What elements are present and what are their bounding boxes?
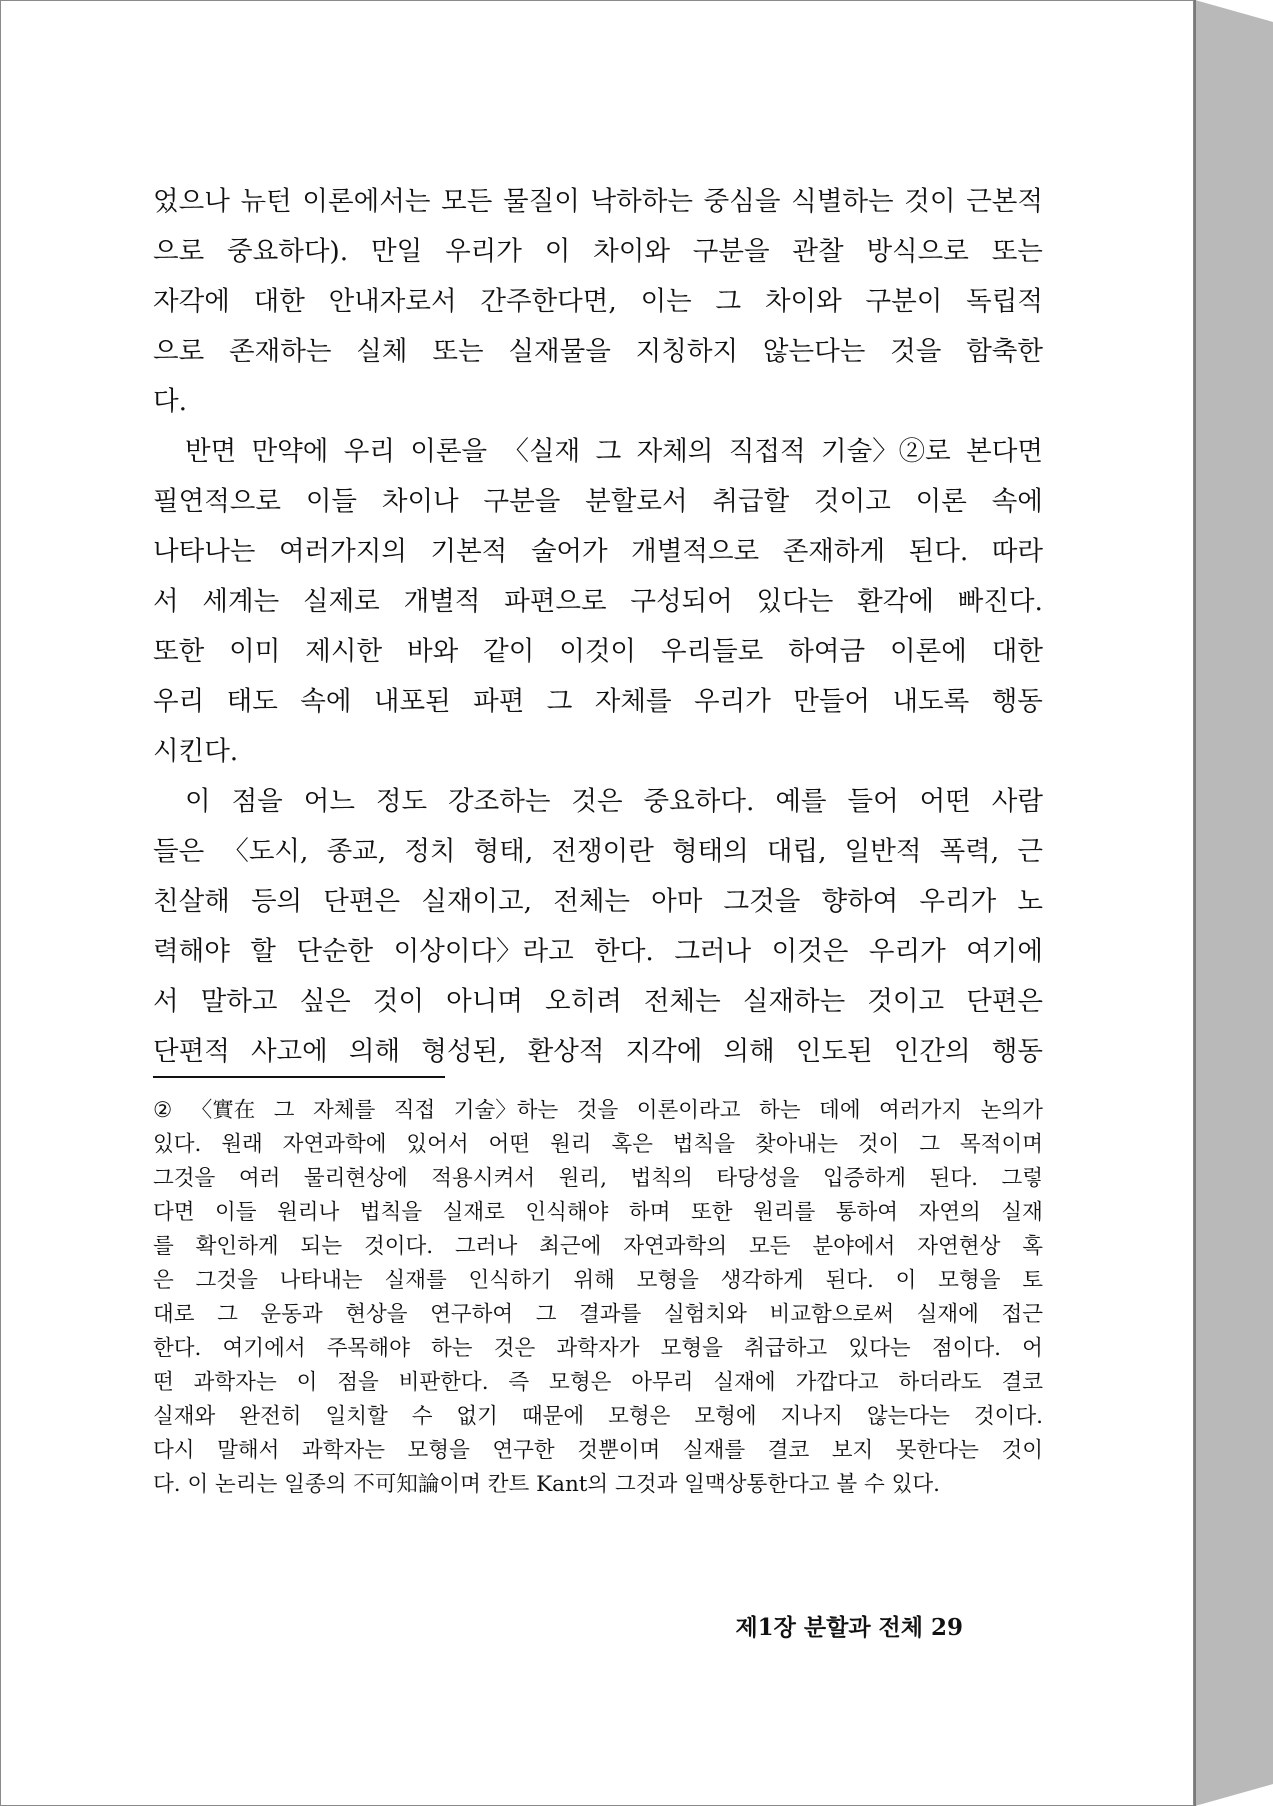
- body-line: 력해야 할 단순한 이상이다〉라고 한다. 그러나 이것은 우리가 여기에: [153, 936, 1043, 967]
- body-line: 서 세계는 실제로 개별적 파편으로 구성되어 있다는 환각에 빠진다.: [153, 586, 1043, 617]
- body-line: 으로 존재하는 실체 또는 실재물을 지칭하지 않는다는 것을 함축한: [153, 336, 1043, 367]
- body-line: 으로 중요하다). 만일 우리가 이 차이와 구분을 관찰 방식으로 또는: [153, 236, 1043, 267]
- footnote-line: 다면 이들 원리나 법칙을 실재로 인식해야 하며 또한 원리를 통하여 자연의 실재: [153, 1200, 1043, 1225]
- page-folio: 제1장 분할과 전체 29: [735, 1614, 963, 1641]
- body-line: 반면 만약에 우리 이론을 〈실재 그 자체의 직접적 기술〉②로 본다면: [185, 436, 1043, 467]
- footnote-divider: [153, 1076, 445, 1078]
- body-line: 자각에 대한 안내자로서 간주한다면, 이는 그 차이와 구분이 독립적: [153, 286, 1043, 317]
- footnote: [153, 1094, 1043, 1502]
- footnote-line: 은 그것을 나타내는 실재를 인식하기 위해 모형을 생각하게 된다. 이 모형을 토: [153, 1268, 1043, 1293]
- page-stack-edge: [1195, 0, 1273, 1806]
- footnote-line: 실재와 완전히 일치할 수 없기 때문에 모형은 모형에 지나지 않는다는 것이다.: [153, 1404, 1043, 1429]
- body-line: 단편적 사고에 의해 형성된, 환상적 지각에 의해 인도된 인간의 행동: [153, 1036, 1043, 1067]
- body-line: 었으나 뉴턴 이론에서는 모든 물질이 낙하하는 중심을 식별하는 것이 근본적: [153, 186, 1043, 217]
- body-line: 친살해 등의 단편은 실재이고, 전체는 아마 그것을 향하여 우리가 노: [153, 886, 1043, 917]
- body-line: 필연적으로 이들 차이나 구분을 분할로서 취급할 것이고 이론 속에: [153, 486, 1043, 517]
- footnote-line: ② 〈實在 그 자체를 직접 기술〉하는 것을 이론이라고 하는 데에 여러가지 논의가: [153, 1098, 1043, 1123]
- footnote-line: 다시 말해서 과학자는 모형을 연구한 것뿐이며 실재를 결코 보지 못한다는 것이: [153, 1438, 1043, 1463]
- footnote-line: 다. 이 논리는 일종의 不可知論이며 칸트 Kant의 그것과 일맥상통한다고 볼 수 있다.: [153, 1472, 940, 1497]
- footnote-line: 있다. 원래 자연과학에 있어서 어떤 원리 혹은 법칙을 찾아내는 것이 그 목적이며: [153, 1132, 1043, 1157]
- body-text: [153, 177, 1043, 1077]
- footnote-line: 대로 그 운동과 현상을 연구하여 그 결과를 실험치와 비교함으로써 실재에 접근: [153, 1302, 1043, 1327]
- footnote-line: 떤 과학자는 이 점을 비판한다. 즉 모형은 아무리 실재에 가깝다고 하더라도 결코: [153, 1370, 1043, 1395]
- body-line: 나타나는 여러가지의 기본적 술어가 개별적으로 존재하게 된다. 따라: [153, 536, 1043, 567]
- body-line: 다.: [153, 386, 188, 417]
- footnote-line: 를 확인하게 되는 것이다. 그러나 최근에 자연과학의 모든 분야에서 자연현상 혹: [153, 1234, 1043, 1259]
- body-line: 시킨다.: [153, 736, 239, 767]
- body-line: 우리 태도 속에 내포된 파편 그 자체를 우리가 만들어 내도록 행동: [153, 686, 1043, 717]
- body-line: 들은 〈도시, 종교, 정치 형태, 전쟁이란 형태의 대립, 일반적 폭력, 근: [153, 836, 1043, 867]
- body-line: 또한 이미 제시한 바와 같이 이것이 우리들로 하여금 이론에 대한: [153, 636, 1043, 667]
- footnote-line: 한다. 여기에서 주목해야 하는 것은 과학자가 모형을 취급하고 있다는 점이다. 어: [153, 1336, 1043, 1361]
- body-line: 이 점을 어느 정도 강조하는 것은 중요하다. 예를 들어 어떤 사람: [185, 786, 1043, 817]
- body-line: 서 말하고 싶은 것이 아니며 오히려 전체는 실재하는 것이고 단편은: [153, 986, 1043, 1017]
- footnote-line: 그것을 여러 물리현상에 적용시켜서 원리, 법칙의 타당성을 입증하게 된다. 그렇: [153, 1166, 1043, 1191]
